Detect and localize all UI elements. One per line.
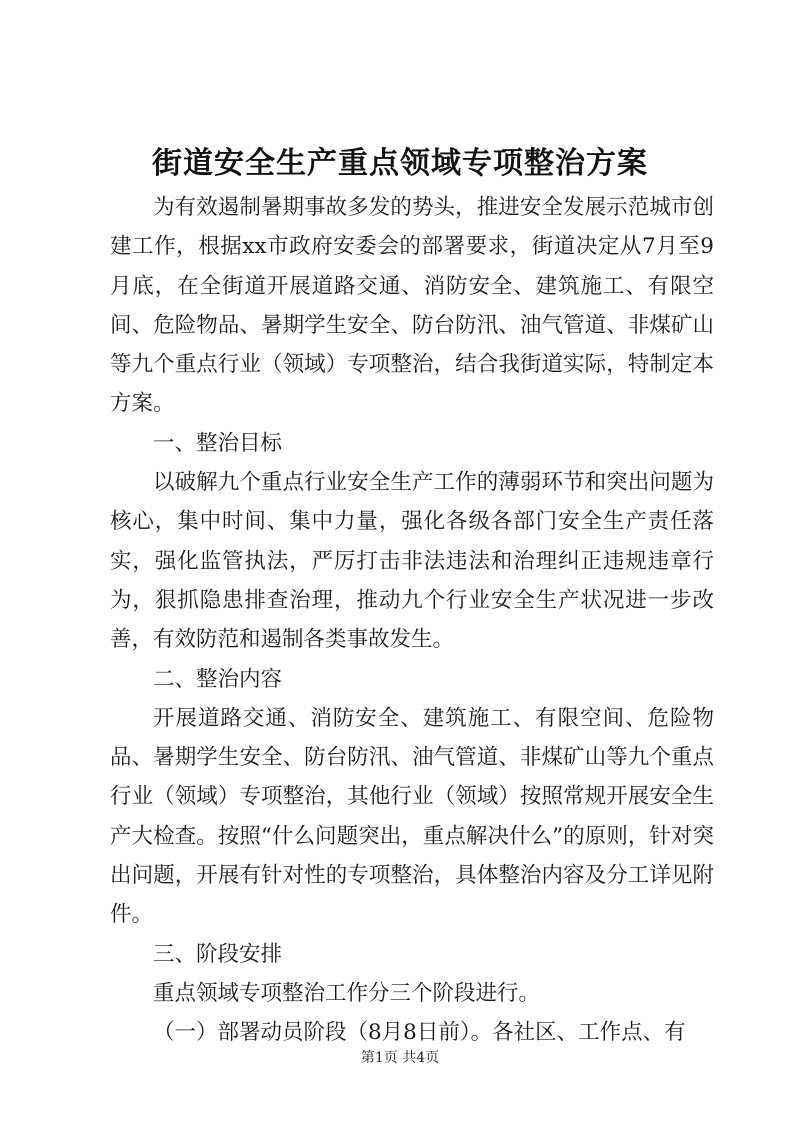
schedule-paragraph: 重点领域专项整治工作分三个阶段进行。 xyxy=(153,980,541,1006)
intro-paragraph: 为有效遏制暑期事故多发的势头，推进安全发展示范城市创建工作，根据xx市政府安委会的部署要求，街道决定从7月至9月底，在全街道开展道路交通、消防安全、建筑施工、有限空间、危险物品、暑期学生安全、防台防汛、油气管道、非煤矿山等九个重点行业（领域）专项整治，结合我街道实际，特制定本方案。 xyxy=(110,195,714,417)
section-heading-schedule: 三、阶段安排 xyxy=(153,941,283,967)
document-title: 街道安全生产重点领域专项整治方案 xyxy=(152,146,648,181)
content-paragraph: 开展道路交通、消防安全、建筑施工、有限空间、危险物品、暑期学生安全、防台防汛、油气管道、非煤矿山等九个重点行业（领域）专项整治，其他行业（领域）按照常规开展安全生产大检查。按照“什么问题突出，重点解决什么”的原则，针对突出问题，开展有针对性的专项整治，具体整治内容及分工详见附件。 xyxy=(110,705,714,928)
page-number-footer: 第1页 共4页 xyxy=(360,1050,440,1066)
section-heading-goals: 一、整治目标 xyxy=(153,430,283,456)
phase-one-paragraph: （一）部署动员阶段（8月8日前）。各社区、工作点、有 xyxy=(153,1020,686,1046)
goals-paragraph: 以破解九个重点行业安全生产工作的薄弱环节和突出问题为核心，集中时间、集中力量，强化各级各部门安全生产责任落实，强化监管执法，严厉打击非法违法和治理纠正违规违章行为，狠抓隐患排查治理，推动九个行业安全生产状况进一步改善，有效防范和遏制各类事故发生。 xyxy=(110,470,714,653)
section-heading-content: 二、整治内容 xyxy=(153,666,283,692)
document-body xyxy=(110,188,714,1053)
